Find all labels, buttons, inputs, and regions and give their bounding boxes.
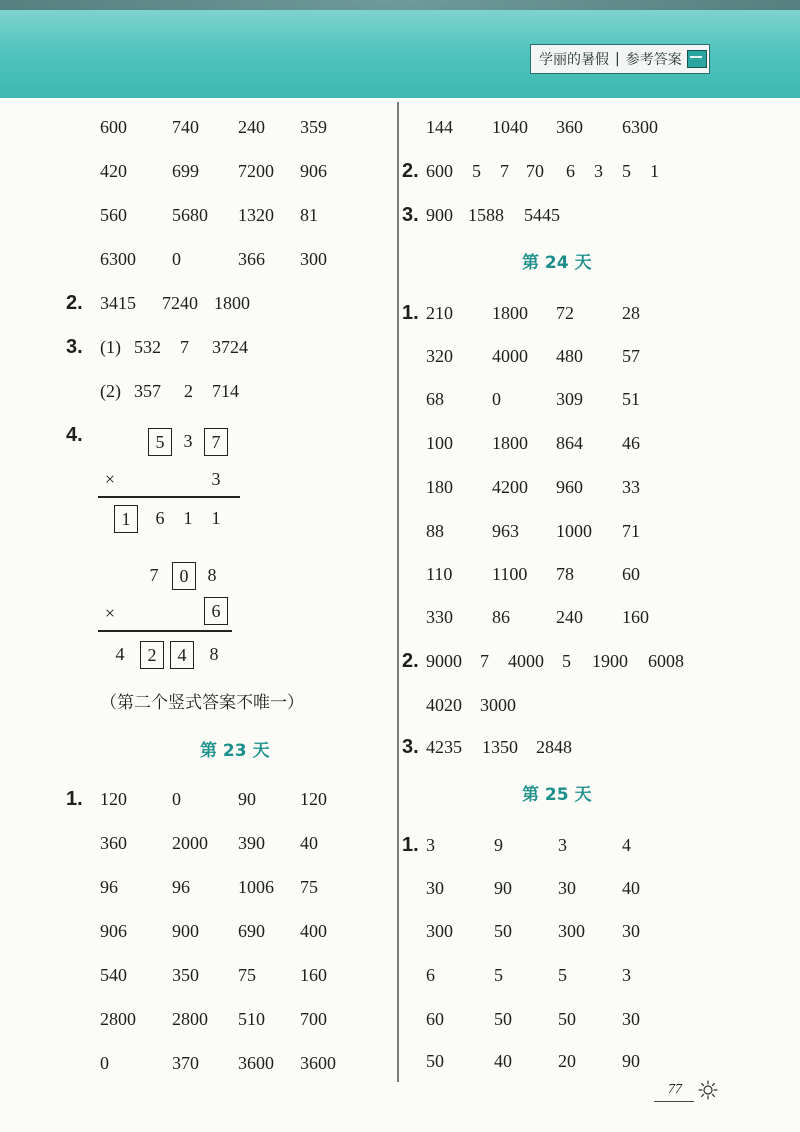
answer-cell: 6008 xyxy=(648,651,684,671)
answer-cell: 5 xyxy=(562,651,571,671)
digit: 4 xyxy=(115,644,125,664)
answer-cell: 960 xyxy=(556,477,583,497)
answer-cell: 1 xyxy=(650,161,659,181)
answer-cell: 40 xyxy=(622,878,640,898)
answer-cell: 699 xyxy=(172,161,199,181)
answer-cell: 864 xyxy=(556,433,583,453)
answer-cell: 480 xyxy=(556,346,583,366)
answer-cell: 359 xyxy=(300,117,327,137)
answer-cell: 510 xyxy=(238,1009,265,1029)
header-subtitle: 参考答案 xyxy=(625,52,682,68)
answer-cell: 50 xyxy=(494,1009,512,1029)
answer-cell: 240 xyxy=(556,607,583,627)
answer-cell: 33 xyxy=(622,477,640,497)
answer-cell: 28 xyxy=(622,303,640,323)
answer-cell: 540 xyxy=(100,965,127,985)
answer-cell: 420 xyxy=(100,161,127,181)
filled-digit-box: 1 xyxy=(114,505,138,533)
answer-cell: 300 xyxy=(300,249,327,269)
answer-cell: 1800 xyxy=(492,433,528,453)
answer-cell: 46 xyxy=(622,433,640,453)
answer-cell: 2800 xyxy=(100,1009,136,1029)
answer-cell: 120 xyxy=(100,789,127,809)
answer-cell: 0 xyxy=(100,1053,109,1073)
answer-cell: 6 xyxy=(426,965,435,985)
answer-cell: 75 xyxy=(238,965,256,985)
day-24-heading: 第 24 天 xyxy=(522,253,592,273)
answer-cell: 90 xyxy=(238,789,256,809)
question-number: 2. xyxy=(66,292,83,314)
answer-cell: 309 xyxy=(556,389,583,409)
answer-cell: 690 xyxy=(238,921,265,941)
answer-cell: 9 xyxy=(494,835,503,855)
answer-cell: 71 xyxy=(622,521,640,541)
header-separator: | xyxy=(615,51,620,67)
answer-cell: 78 xyxy=(556,564,574,584)
banner-strip xyxy=(0,0,800,10)
answer-cell: 90 xyxy=(494,878,512,898)
answer-cell: 30 xyxy=(426,878,444,898)
question-number: 2. xyxy=(402,650,419,672)
sum-line xyxy=(98,630,232,632)
answer-cell: 96 xyxy=(100,877,118,897)
answer-cell: 50 xyxy=(426,1051,444,1071)
answer-cell: 900 xyxy=(172,921,199,941)
answer-cell: 714 xyxy=(212,381,239,401)
filled-digit-box: 6 xyxy=(204,597,228,625)
answer-cell: 72 xyxy=(556,303,574,323)
answer-cell: 96 xyxy=(172,877,190,897)
answer-cell: 100 xyxy=(426,433,453,453)
digit: 8 xyxy=(207,565,217,585)
header-label xyxy=(530,44,710,74)
answer-cell: 210 xyxy=(426,303,453,323)
filled-digit-box: 2 xyxy=(140,641,164,669)
answer-cell: 0 xyxy=(172,789,181,809)
answer-cell: 3724 xyxy=(212,337,248,357)
answer-cell: 300 xyxy=(426,921,453,941)
filled-digit-box: 0 xyxy=(172,562,196,590)
answer-cell: 3000 xyxy=(480,695,516,715)
answer-cell: 560 xyxy=(100,205,127,225)
filled-digit-box: 4 xyxy=(170,641,194,669)
answer-cell: 2800 xyxy=(172,1009,208,1029)
answer-cell: 4 xyxy=(622,835,631,855)
question-number: 3. xyxy=(402,736,419,758)
answer-cell: 81 xyxy=(300,205,318,225)
answer-cell: 963 xyxy=(492,521,519,541)
answer-cell: 57 xyxy=(622,346,640,366)
question-number: 1. xyxy=(402,834,419,856)
answer-cell: 532 xyxy=(134,337,161,357)
answer-cell: 40 xyxy=(300,833,318,853)
question-number: 3. xyxy=(402,204,419,226)
answer-cell: 6 xyxy=(566,161,575,181)
answer-cell: 3415 xyxy=(100,293,136,313)
answer-cell: 2848 xyxy=(536,737,572,757)
filled-digit-box: 5 xyxy=(148,428,172,456)
answer-cell: 1588 xyxy=(468,205,504,225)
digit: 3 xyxy=(183,431,193,451)
answer-cell: 350 xyxy=(172,965,199,985)
answer-cell: 7 xyxy=(500,161,509,181)
answer-cell: 5 xyxy=(558,965,567,985)
day-23-heading: 第 23 天 xyxy=(200,741,270,761)
digit: 7 xyxy=(149,565,159,585)
answer-cell: 88 xyxy=(426,521,444,541)
answer-cell: 400 xyxy=(300,921,327,941)
answer-cell: 1350 xyxy=(482,737,518,757)
answer-cell: 180 xyxy=(426,477,453,497)
answer-cell: 4000 xyxy=(508,651,544,671)
answer-cell: 3 xyxy=(594,161,603,181)
answer-cell: 4235 xyxy=(426,737,462,757)
question-number: 3. xyxy=(66,336,83,358)
book-title: 学丽的暑假 xyxy=(539,52,609,68)
answer-cell: 3 xyxy=(558,835,567,855)
answer-cell: 40 xyxy=(494,1051,512,1071)
answer-cell: 50 xyxy=(494,921,512,941)
answer-cell: 357 xyxy=(134,381,161,401)
sub-label: (1) xyxy=(100,337,121,357)
answer-cell: 370 xyxy=(172,1053,199,1073)
answer-cell: 6300 xyxy=(100,249,136,269)
answer-cell: 5 xyxy=(622,161,631,181)
day-25-heading: 第 25 天 xyxy=(522,785,592,805)
answer-cell: 360 xyxy=(100,833,127,853)
answer-cell: 0 xyxy=(492,389,501,409)
answer-cell: 390 xyxy=(238,833,265,853)
answer-cell: 68 xyxy=(426,389,444,409)
answer-note: （第二个竖式答案不唯一） xyxy=(100,693,304,713)
multiply-sign: × xyxy=(104,603,116,623)
answer-cell: 144 xyxy=(426,117,453,137)
answer-cell: 1040 xyxy=(492,117,528,137)
answer-cell: 2 xyxy=(184,381,193,401)
answer-cell: 700 xyxy=(300,1009,327,1029)
sun-icon xyxy=(698,1080,718,1100)
answer-cell: 5680 xyxy=(172,205,208,225)
answer-cell: 3600 xyxy=(300,1053,336,1073)
answer-cell: 30 xyxy=(558,878,576,898)
answer-cell: 4200 xyxy=(492,477,528,497)
answer-cell: 900 xyxy=(426,205,453,225)
answer-cell: 320 xyxy=(426,346,453,366)
sum-line xyxy=(98,496,240,498)
page-number-underline xyxy=(654,1101,694,1102)
header-banner xyxy=(0,0,800,98)
question-number: 1. xyxy=(402,302,419,324)
answer-cell: 600 xyxy=(426,161,453,181)
answer-cell: 60 xyxy=(622,564,640,584)
answer-cell: 7200 xyxy=(238,161,274,181)
answer-cell: 1006 xyxy=(238,877,274,897)
answer-cell: 4000 xyxy=(492,346,528,366)
answer-cell: 600 xyxy=(100,117,127,137)
answer-cell: 7 xyxy=(480,651,489,671)
answer-cell: 75 xyxy=(300,877,318,897)
answer-cell: 906 xyxy=(100,921,127,941)
answer-cell: 30 xyxy=(622,921,640,941)
answer-cell: 160 xyxy=(300,965,327,985)
answer-cell: 160 xyxy=(622,607,649,627)
answer-cell: 20 xyxy=(558,1051,576,1071)
answer-cell: 906 xyxy=(300,161,327,181)
answer-cell: 0 xyxy=(172,249,181,269)
answer-cell: 740 xyxy=(172,117,199,137)
question-number: 2. xyxy=(402,160,419,182)
page-number: 77 xyxy=(668,1082,682,1097)
answer-cell: 1800 xyxy=(492,303,528,323)
answer-cell: 120 xyxy=(300,789,327,809)
answer-cell: 240 xyxy=(238,117,265,137)
answer-cell: 1900 xyxy=(592,651,628,671)
answer-cell: 110 xyxy=(426,564,453,584)
answer-cell: 360 xyxy=(556,117,583,137)
answer-cell: 60 xyxy=(426,1009,444,1029)
question-number: 1. xyxy=(66,788,83,810)
column-divider xyxy=(397,102,399,1082)
answer-cell: 86 xyxy=(492,607,510,627)
answer-cell: 50 xyxy=(558,1009,576,1029)
answer-cell: 70 xyxy=(526,161,544,181)
answer-cell: 3 xyxy=(622,965,631,985)
answer-cell: 5445 xyxy=(524,205,560,225)
digit: 6 xyxy=(155,508,165,528)
answer-cell: 300 xyxy=(558,921,585,941)
answer-cell: 330 xyxy=(426,607,453,627)
answer-cell: 3 xyxy=(426,835,435,855)
answer-cell: 1100 xyxy=(492,564,528,584)
book-icon xyxy=(687,50,707,68)
filled-digit-box: 7 xyxy=(204,428,228,456)
answer-cell: 1000 xyxy=(556,521,592,541)
digit: 3 xyxy=(211,469,221,489)
answer-cell: 7240 xyxy=(162,293,198,313)
answer-cell: 3600 xyxy=(238,1053,274,1073)
answer-cell: 5 xyxy=(494,965,503,985)
answer-cell: 1320 xyxy=(238,205,274,225)
answer-cell: 1800 xyxy=(214,293,250,313)
answer-cell: 51 xyxy=(622,389,640,409)
sub-label: (2) xyxy=(100,381,121,401)
answer-cell: 30 xyxy=(622,1009,640,1029)
answer-cell: 2000 xyxy=(172,833,208,853)
question-number: 4. xyxy=(66,424,83,446)
digit: 8 xyxy=(209,644,219,664)
digit: 1 xyxy=(183,508,193,528)
answer-cell: 7 xyxy=(180,337,189,357)
answer-cell: 9000 xyxy=(426,651,462,671)
answer-cell: 366 xyxy=(238,249,265,269)
answer-cell: 5 xyxy=(472,161,481,181)
answer-cell: 6300 xyxy=(622,117,658,137)
answer-cell: 4020 xyxy=(426,695,462,715)
multiply-sign: × xyxy=(104,469,116,489)
digit: 1 xyxy=(211,508,221,528)
answer-cell: 90 xyxy=(622,1051,640,1071)
